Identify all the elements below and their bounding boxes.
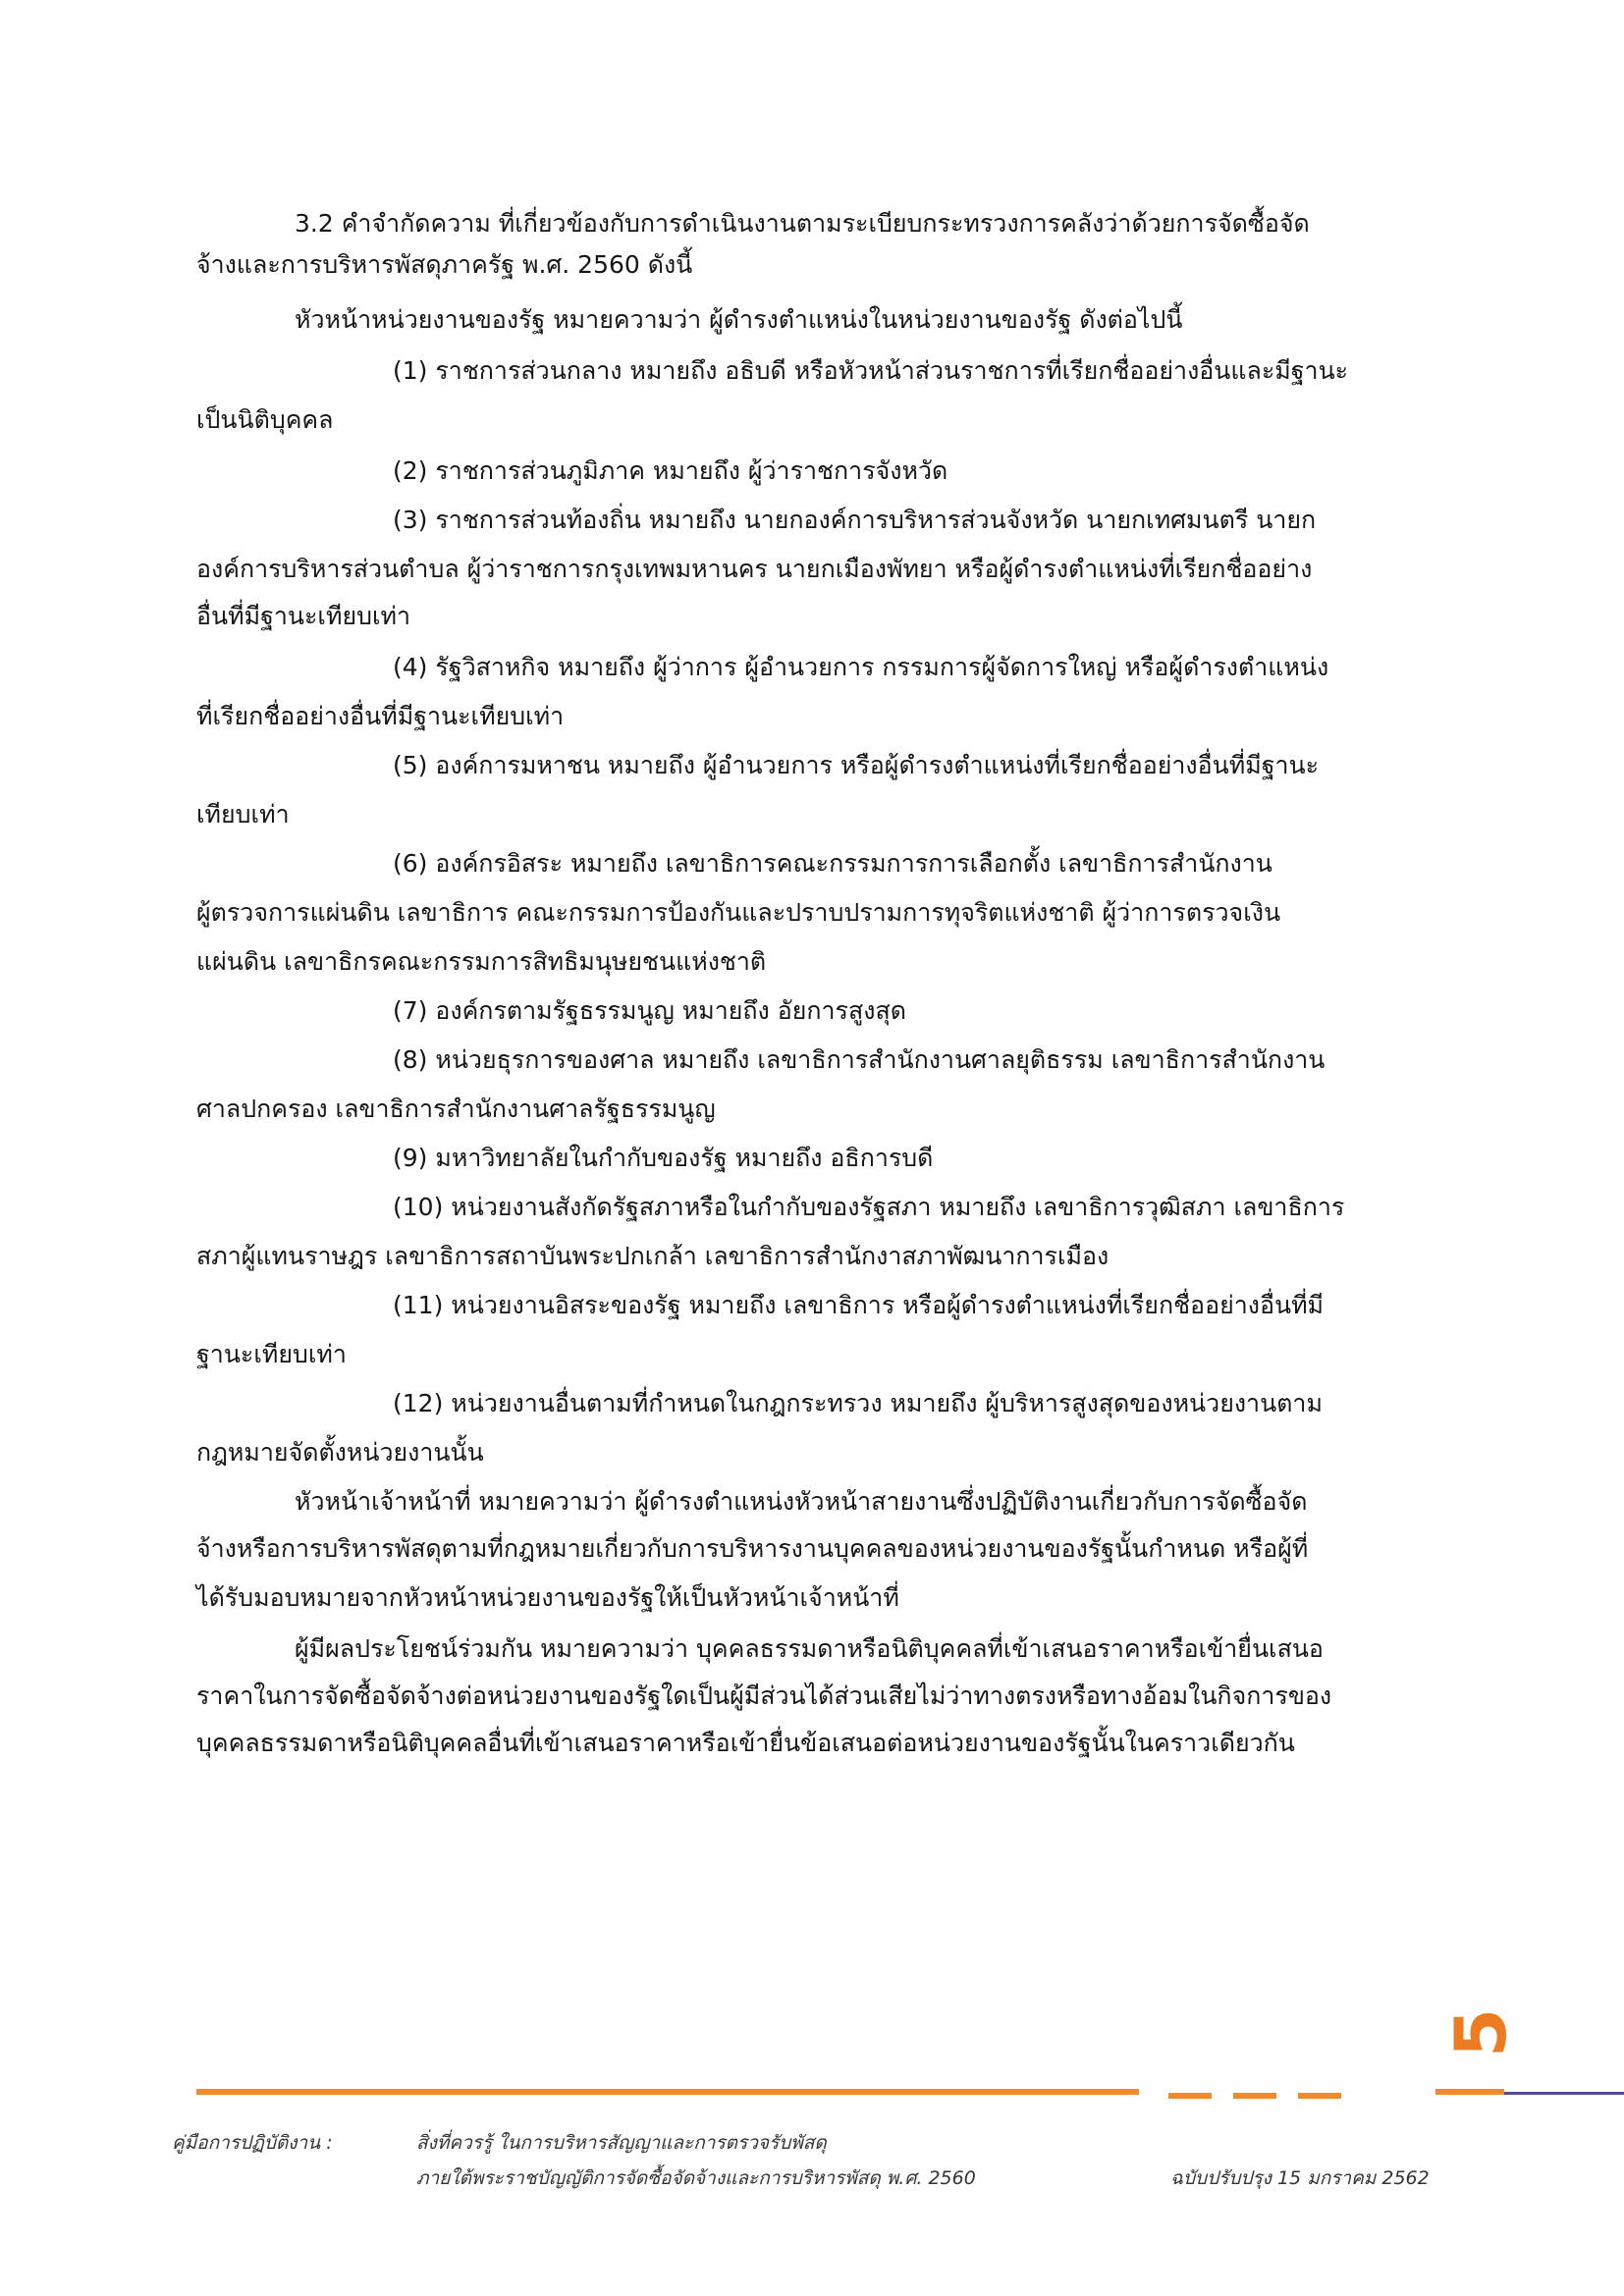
- orange-tail: [1435, 2089, 1504, 2095]
- footer-subtitle-line-1: สิ่งที่ควรรู้ ในการบริหารสัญญาและการตรวจรับพัสดุ: [416, 2132, 827, 2154]
- item-12-line-1: (12) หน่วยงานอื่นตามที่กำหนดในกฎกระทรวง หมายถึง ผู้บริหารสูงสุดของหน่วยงานตาม: [393, 1389, 1323, 1417]
- item-6-line-3: แผ่นดิน เลขาธิกรคณะกรรมการสิทธิมนุษยชนแห่งชาติ: [196, 947, 767, 976]
- orange-dash-3: [1298, 2093, 1341, 2099]
- item-2-line-1: (2) ราชการส่วนภูมิภาค หมายถึง ผู้ว่าราชการจังหวัด: [393, 456, 948, 485]
- head-officer-line-3: ได้รับมอบหมายจากหัวหน้าหน่วยงานของรัฐให้เป็นหัวหน้าเจ้าหน้าที่: [196, 1583, 899, 1612]
- item-12-line-2: กฎหมายจัดตั้งหน่วยงานนั้น: [196, 1438, 484, 1467]
- item-5-line-2: เทียบเท่า: [196, 800, 290, 828]
- footer-subtitle-line-2: ภายใต้พระราชบัญญัติการจัดซื้อจัดจ้างและการบริหารพัสดุ พ.ศ. 2560: [416, 2167, 976, 2189]
- conflict-of-interest-line-3: บุคคลธรรมดาหรือนิติบุคคลอื่นที่เข้าเสนอราคาหรือเข้ายื่นข้อเสนอต่อหน่วยงานของรัฐนั้นในคราวเดียวกัน: [196, 1729, 1295, 1757]
- head-of-agency-definition: หัวหน้าหน่วยงานของรัฐ หมายความว่า ผู้ดำรงตำแหน่งในหน่วยงานของรัฐ ดังต่อไปนี้: [295, 305, 1183, 334]
- head-officer-line-1: หัวหน้าเจ้าหน้าที่ หมายความว่า ผู้ดำรงตำแหน่งหัวหน้าสายงานซึ่งปฏิบัติงานเกี่ยวกับการจัดซื้อจัด: [295, 1487, 1308, 1516]
- item-8-line-1: (8) หน่วยธุรการของศาล หมายถึง เลขาธิการสำนักงานศาลยุติธรรม เลขาธิการสำนักงาน: [393, 1045, 1326, 1074]
- section-heading-line-1: 3.2 คำจำกัดความ ที่เกี่ยวข้องกับการดำเนินงานตามระเบียบกระทรวงการคลังว่าด้วยการจัดซื้อจัด: [295, 209, 1310, 238]
- orange-dash-2: [1233, 2093, 1276, 2099]
- item-10-line-1: (10) หน่วยงานสังกัดรัฐสภาหรือในกำกับของรัฐสภา หมายถึง เลขาธิการวุฒิสภา เลขาธิการ: [393, 1193, 1345, 1221]
- orange-dash-1: [1168, 2093, 1212, 2099]
- item-3-line-1: (3) ราชการส่วนท้องถิ่น หมายถึง นายกองค์การบริหารส่วนจังหวัด นายกเทศมนตรี นายก: [393, 506, 1317, 534]
- item-10-line-2: สภาผู้แทนราษฎร เลขาธิการสถาบันพระปกเกล้า เลขาธิการสำนักงาสภาพัฒนาการเมือง: [196, 1242, 1110, 1270]
- item-3-line-2: องค์การบริหารส่วนตำบล ผู้ว่าราชการกรุงเทพมหานคร นายกเมืองพัทยา หรือผู้ดำรงตำแหน่งที่เรียกชื่ออย่าง: [196, 555, 1313, 583]
- item-5-line-1: (5) องค์การมหาชน หมายถึง ผู้อำนวยการ หรือผู้ดำรงตำแหน่งที่เรียกชื่ออย่างอื่นที่มีฐานะ: [393, 751, 1320, 779]
- item-7-line-1: (7) องค์กรตามรัฐธรรมนูญ หมายถึง อัยการสูงสุด: [393, 996, 906, 1025]
- item-9-line-1: (9) มหาวิทยาลัยในกำกับของรัฐ หมายถึง อธิการบดี: [393, 1144, 934, 1172]
- item-4-line-2: ที่เรียกชื่ออย่างอื่นที่มีฐานะเทียบเท่า: [196, 702, 565, 730]
- footer-revision: ฉบับปรับปรุง 15 มกราคม 2562: [1170, 2167, 1430, 2189]
- page-number: 5: [1439, 2007, 1522, 2057]
- head-officer-line-2: จ้างหรือการบริหารพัสดุตามที่กฎหมายเกี่ยวกับการบริหารงานบุคคลของหน่วยงานของรัฐนั้นกำหนด หรือผู้ที่: [196, 1534, 1309, 1563]
- item-1-line-2: เป็นนิติบุคคล: [196, 405, 334, 434]
- conflict-of-interest-line-1: ผู้มีผลประโยชน์ร่วมกัน หมายความว่า บุคคลธรรมดาหรือนิติบุคคลที่เข้าเสนอราคาหรือเข้ายื่นเสนอ: [295, 1634, 1324, 1663]
- item-6-line-1: (6) องค์กรอิสระ หมายถึง เลขาธิการคณะกรรมการการเลือกตั้ง เลขาธิการสำนักงาน: [393, 849, 1272, 878]
- item-11-line-2: ฐานะเทียบเท่า: [196, 1340, 347, 1368]
- purple-footer-line: [1504, 2092, 1624, 2095]
- item-1-line-1: (1) ราชการส่วนกลาง หมายถึง อธิบดี หรือหัวหน้าส่วนราชการที่เรียกชื่ออย่างอื่นและมีฐานะ: [393, 356, 1349, 385]
- item-8-line-2: ศาลปกครอง เลขาธิการสำนักงานศาลรัฐธรรมนูญ: [196, 1095, 716, 1123]
- footer-manual-label: คู่มือการปฏิบัติงาน :: [172, 2132, 333, 2154]
- item-3-line-3: อื่นที่มีฐานะเทียบเท่า: [196, 602, 411, 630]
- item-4-line-1: (4) รัฐวิสาหกิจ หมายถึง ผู้ว่าการ ผู้อำนวยการ กรรมการผู้จัดการใหญ่ หรือผู้ดำรงตำแหน่ง: [393, 653, 1329, 681]
- conflict-of-interest-line-2: ราคาในการจัดซื้อจัดจ้างต่อหน่วยงานของรัฐใดเป็นผู้มีส่วนได้ส่วนเสียไม่ว่าทางตรงหรือทางอ้อมในกิจการของ: [196, 1682, 1332, 1710]
- item-6-line-2: ผู้ตรวจการแผ่นดิน เลขาธิการ คณะกรรมการป้องกันและปราบปรามการทุจริตแห่งชาติ ผู้ว่าการตรวจเงิน: [196, 898, 1281, 927]
- item-11-line-1: (11) หน่วยงานอิสระของรัฐ หมายถึง เลขาธิการ หรือผู้ดำรงตำแหน่งที่เรียกชื่ออย่างอื่นที่มี: [393, 1291, 1325, 1319]
- orange-divider-long: [196, 2089, 1139, 2095]
- section-heading-line-2: จ้างและการบริหารพัสดุภาครัฐ พ.ศ. 2560 ดังนี้: [196, 250, 693, 279]
